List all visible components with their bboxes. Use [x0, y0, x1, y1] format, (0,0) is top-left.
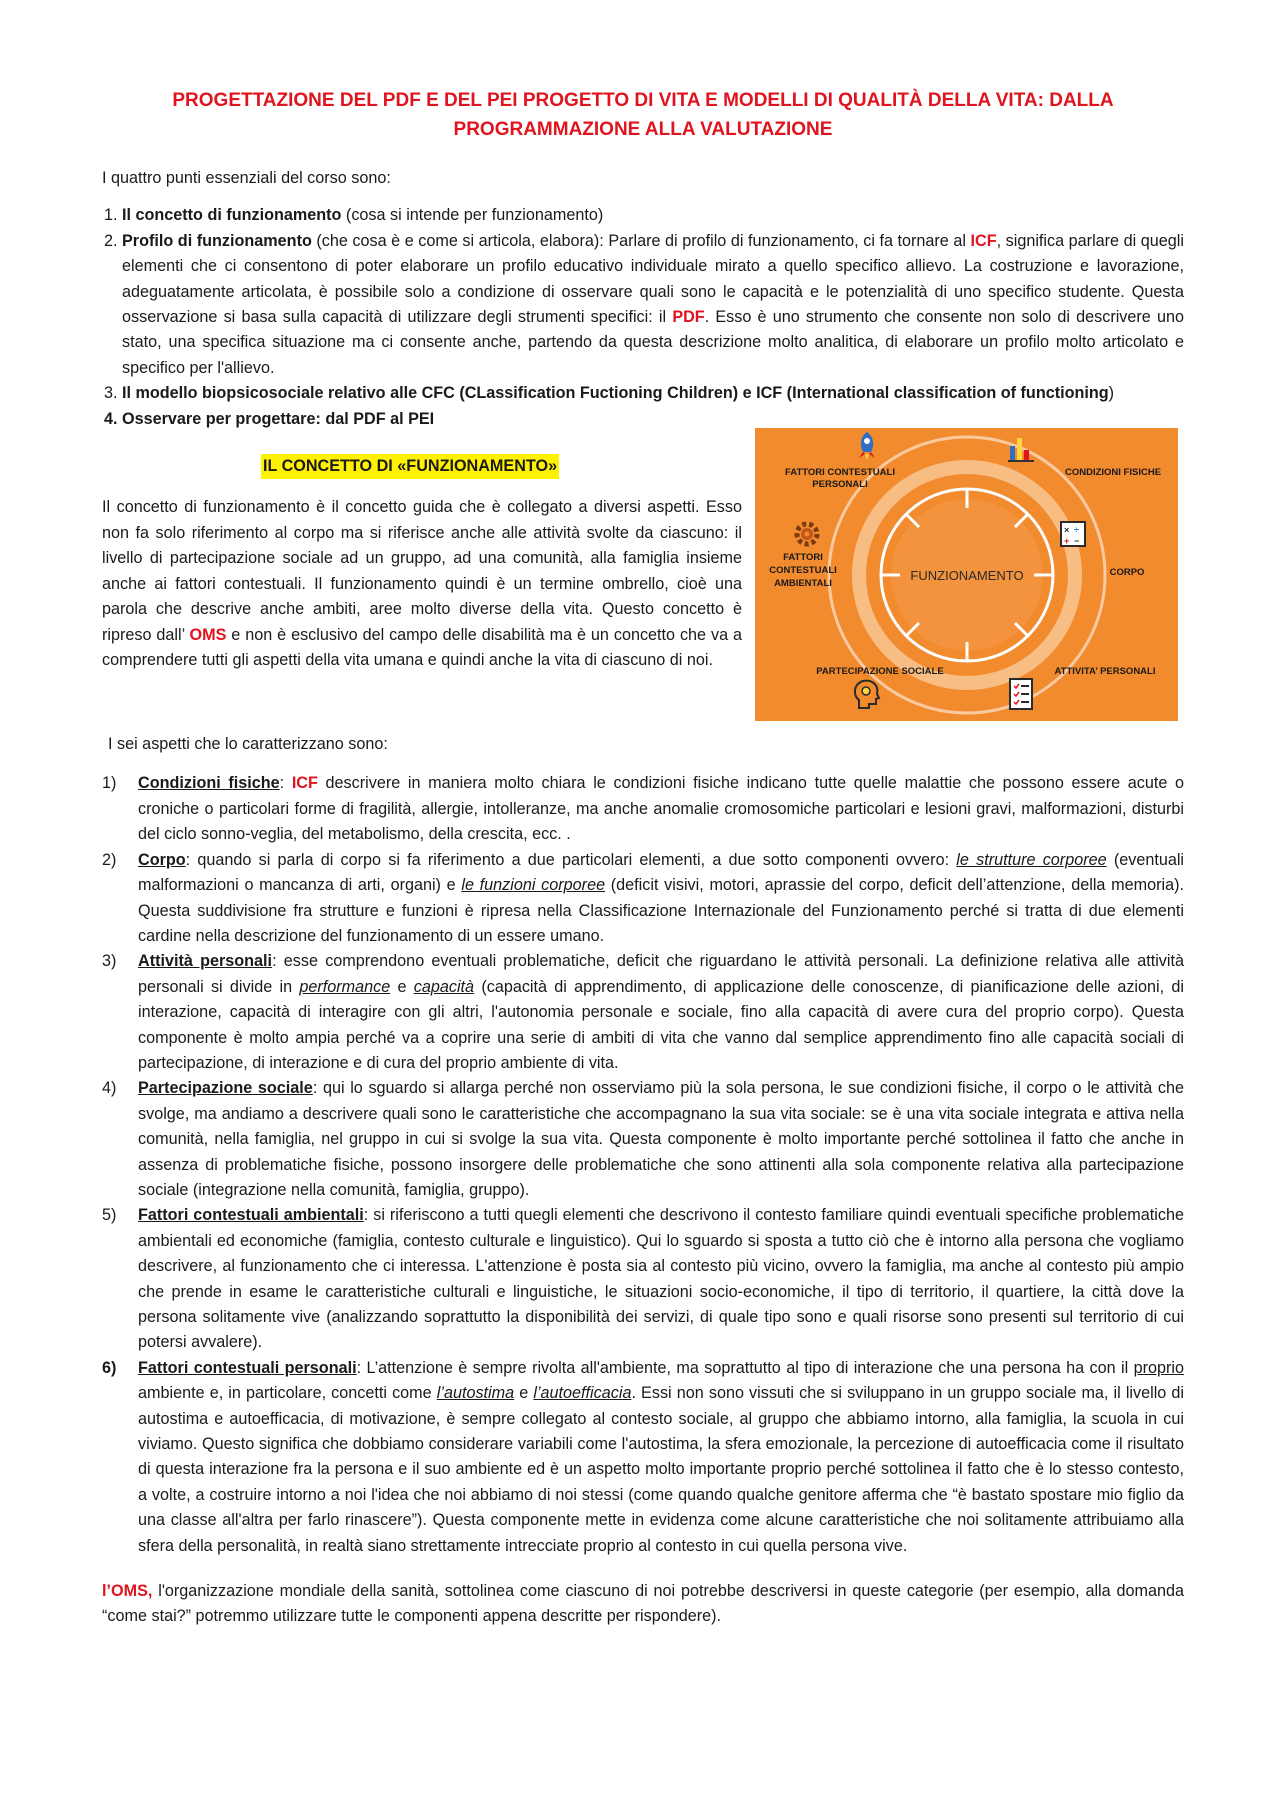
diagram-center-label: FUNZIONAMENTO — [910, 568, 1024, 584]
aspects-list — [102, 771, 1184, 1559]
key-point: 3. Il modello biopsicosociale relativo alle CFC (CLassification Fuctioning Children) e ICF (International classification of functioning) — [104, 384, 1115, 403]
closing-paragraph: l’OMS, l'organizzazione mondiale della sanità, sottolinea come ciascuno di noi potrebbe descriversi in queste categorie (per esempio, alla domanda “come stai?” potremmo utilizzare tutte le componenti appena descritte per rispondere). — [102, 1582, 1184, 1626]
svg-text:×: × — [1064, 525, 1070, 536]
aspect-item: 4) Partecipazione sociale: qui lo sguardo si allarga perché non osserviamo più la sola persona, le sue condizioni fisiche, il corpo o le attività che svolge, ma andiamo a descrivere quali sono le caratteristiche che accompagnano la sua vita sociale: se è una vita sociale integrata e attiva nella comunità, nella famiglia, nel gruppo in cui si svolge la sua vita. Questa componente è molto importante perché sottolinea il fatto che anche in assenza di problematiche fisiche, possono insorgere delle problematiche che sono attinenti alla sola componente relativa alla partecipazione sociale (integrazione nella comunità, famiglia, gruppo). — [102, 1079, 1184, 1199]
section-title: IL CONCETTO DI «FUNZIONAMENTO» — [261, 454, 559, 479]
math-symbols-icon — [1061, 522, 1085, 546]
funzionamento-diagram — [755, 428, 1178, 721]
intro-text: I quattro punti essenziali del corso sono: — [102, 169, 391, 187]
aspect-item: 6) Fattori contestuali personali: L’attenzione è sempre rivolta all'ambiente, ma soprattutto al tipo di interazione che una persona ha con il proprio ambiente e, in particolare, concetti come l’autostima e l’autoefficacia. Essi non sono vissuti che si sviluppano in un gruppo sociale ma, il livello di autostima e autoefficacia, di motivazione, è sempre collegato al contesto sociale, al gruppo che abbiamo intorno, alla famiglia, la scuola in cui viviamo. Questo significa che dobbiamo considerare variabili come l'autostima, la sfera emozionale, la percezione di autoefficacia come il risultato di questa interazione fra la persona e il suo ambiente ed è un aspetto molto importante proprio perché sottolinea il fatto che è lo stesso contesto, a volte, a costruire intorno a noi l'idea che noi abbiamo di noi stessi (come quando qualche genitore afferma che “è bastato spostare mio figlio da una classe all'altra per farlo rinascere”). Questa componente mette in evidenza come alcune caratteristiche che noi solitamente attribuiamo alla sfera della personalità, in realtà siano strettamente intrecciate proprio al contesto in cui quella persona vive. — [102, 1358, 1185, 1555]
aspects-lead: I sei aspetti che lo caratterizzano sono: — [108, 735, 388, 754]
svg-text:CORPO: CORPO — [1109, 567, 1145, 579]
funzionamento-paragraph: Il concetto di funzionamento è il concetto guida che è collegato a diversi aspetti. Esso non fa solo riferimento al corpo ma si riferisce anche alle attività svolte da ciascuno: il livello di partecipazione sociale ad un gruppo, ad una comunità, alla famiglia insieme anche ai fattori contestuali. Il funzionamento quindi è un termine ombrello, cioè una parola che descrive anche ambiti, aree molto diverse della vita. Questo concetto è ripreso dall’ OMS e non è esclusivo del campo delle disabilità ma è un concetto che va a comprendere tutti gli aspetti della vita umana e quindi anche la vita di ciascuno di noi. — [102, 498, 742, 669]
svg-text:ATTIVITA’ PERSONALI: ATTIVITA’ PERSONALI — [1054, 666, 1156, 678]
svg-text:FATTORI: FATTORI — [783, 552, 823, 564]
svg-text:−: − — [1074, 536, 1080, 547]
document-page — [102, 86, 1184, 1630]
svg-text:FATTORI CONTESTUALI: FATTORI CONTESTUALI — [785, 467, 895, 479]
svg-text:+: + — [1064, 536, 1070, 547]
aspect-item: 1) Condizioni fisiche: ICF descrivere in maniera molto chiara le condizioni fisiche indicano tutte quelle malattie che possono essere acute o croniche o particolari forme di fragilità, allergie, intolleranze, ma anche anomalie cromosomiche particolari e lesioni gravi, malformazioni, disturbi del ciclo sonno-veglia, del metabolismo, della crescita, ecc. . — [102, 774, 1184, 844]
funzionamento-section — [102, 432, 1184, 732]
document-title: PROGETTAZIONE DEL PDF E DEL PEI PROGETTO DI VITA E MODELLI DI QUALITÀ DELLA VITA: DALLA PROGRAMMAZIONE ALLA VALUTAZIONE — [172, 90, 1114, 140]
svg-text:AMBIENTALI: AMBIENTALI — [774, 578, 832, 590]
svg-text:PARTECIPAZIONE SOCIALE: PARTECIPAZIONE SOCIALE — [816, 666, 944, 678]
key-point: 2. Profilo di funzionamento (che cosa è e come si articola, elabora): Parlare di profilo di funzionamento, ci fa tornare al ICF, significa parlare di quegli elementi che ci consentono di poter elaborare un profilo educativo individuale mirato a quello specifico allievo. La costruzione e lavorazione, adeguatamente articolata, è possibile solo a condizione di osservare quali sono le capacità e le potenzialità di uno specifico studente. Questa osservazione si basa sulla capacità di utilizzare degli strumenti specifici: il PDF. Esso è uno strumento che consente non solo di descrivere uno stato, una specifica situazione ma ci consente anche, partendo da questa descrizione molto analitica, di elaborare un profilo molto articolato e specifico per l'allievo. — [104, 231, 1184, 377]
aspect-item: 5) Fattori contestuali ambientali: si riferiscono a tutti quegli elementi che descrivono il contesto familiare quindi eventuali specifiche problematiche ambientali ed economiche (famiglia, contesto culturale e linguistico). Qui lo sguardo si sposta a tutto ciò che è intorno alla persona che vogliamo descrivere, al funzionamento che ci interessa. L'attenzione è posta sia al contesto più vicino, ovvero la famiglia, ma anche al contesto più ampio che prende in esame le caratteristiche culturali e linguistiche, le situazioni socio-economiche, il tipo di territorio, il quartiere, la città dove la persona solitamente vive (analizzando soprattutto la disponibilità dei servizi, di quale tipo sono e quali risorse sono presenti sul territorio di cui potersi avvalere). — [102, 1206, 1184, 1352]
checklist-icon — [1010, 679, 1032, 709]
svg-text:÷: ÷ — [1074, 525, 1079, 536]
key-point: 4. Osservare per progettare: dal PDF al PEI — [104, 409, 435, 428]
aspect-item: 2) Corpo: quando si parla di corpo si fa riferimento a due particolari elementi, a due sotto componenti ovvero: le strutture corporee (eventuali malformazioni o mancanza di arti, organi) e le funzioni corporee (deficit visivi, motori, aprassie del corpo, deficit dell’attenzione, della memoria). Questa suddivisione fra strutture e funzioni è ripresa nella Classificazione Internazionale del Funzionamento perché si tratta di due elementi cardine nella descrizione del funzionamento di un essere umano. — [102, 850, 1185, 945]
aspect-item: 3) Attività personali: esse comprendono eventuali problematiche, deficit che riguardano le attività personali. La definizione relativa alle attività personali si divide in performance e capacità (capacità di apprendimento, di applicazione delle conoscenze, di pianificazione delle azioni, di interazione, capacità di interagire con gli altri, l'autonomia personale e sociale, fino alla capacità di avere cura del proprio corpo). Questa componente è molto ampia perché va a coprire una serie di ambiti di vita che vanno dal semplice apprendimento fino alle capacità sociali di partecipazione, di interazione e di cura del proprio ambiente di vita. — [102, 952, 1184, 1072]
key-point: 1. Il concetto di funzionamento (cosa si intende per funzionamento) — [104, 206, 604, 225]
key-points-list — [102, 203, 1184, 432]
svg-text:PERSONALI: PERSONALI — [812, 479, 868, 491]
svg-text:CONDIZIONI FISICHE: CONDIZIONI FISICHE — [1064, 467, 1162, 479]
svg-text:CONTESTUALI: CONTESTUALI — [769, 565, 837, 577]
